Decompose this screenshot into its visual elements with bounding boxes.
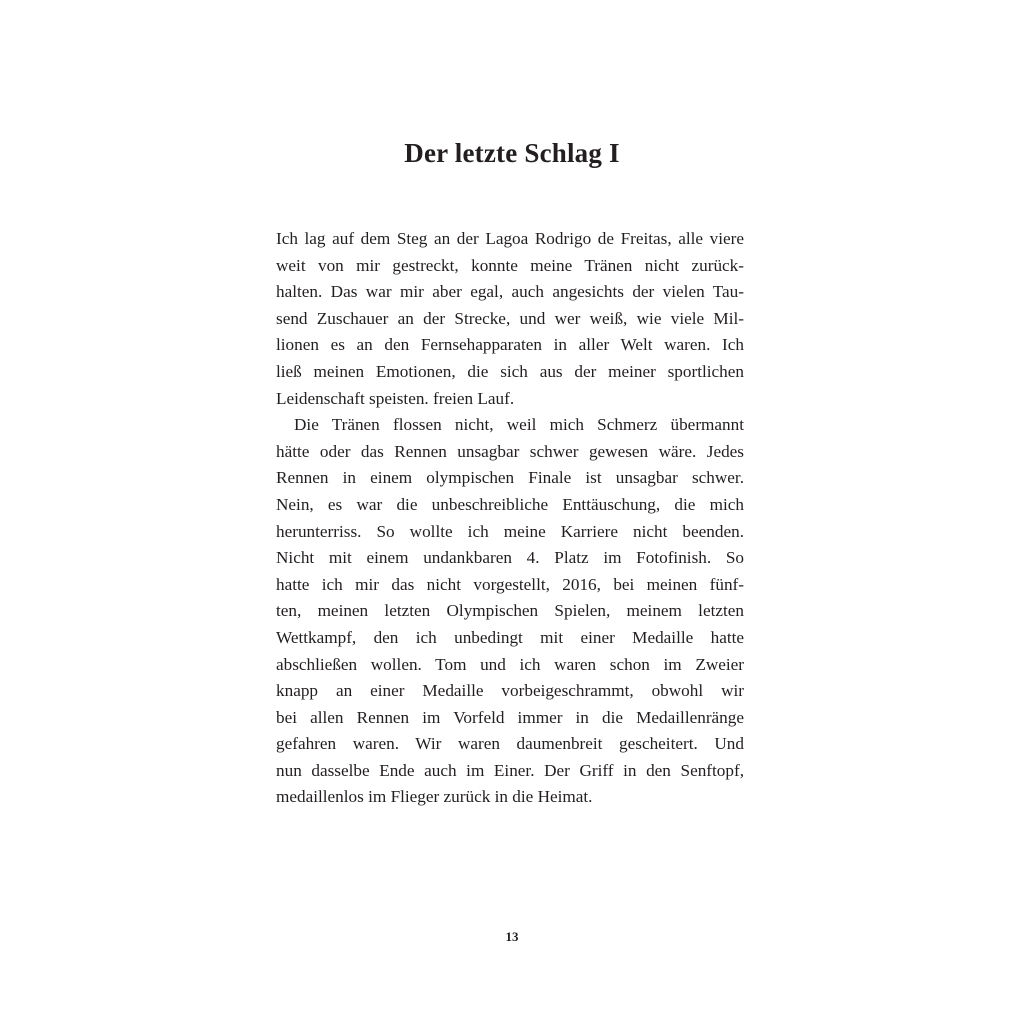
text-line: halten. Das war mir aber egal, auch angesichts der vielen Tau- <box>276 282 744 302</box>
text-line: nun dasselbe Ende auch im Einer. Der Griff in den Senftopf, <box>276 760 744 780</box>
text-line: lionen es an den Fernsehapparaten in aller Welt waren. Ich <box>276 335 744 355</box>
text-line: Ich lag auf dem Steg an der Lagoa Rodrigo de Freitas, alle viere <box>276 229 744 248</box>
text-line: ten, meinen letzten Olympischen Spielen, meinem letzten <box>276 601 744 621</box>
page-number: 13 <box>505 929 519 944</box>
text-line: medaillenlos im Flieger zurück in die Heimat. <box>276 787 593 807</box>
text-line: knapp an einer Medaille vorbeigeschrammt, obwohl wir <box>276 681 744 701</box>
text-line: ließ meinen Emotionen, die sich aus der meiner sportlichen <box>276 361 744 381</box>
text-line: Leidenschaft speisten. freien Lauf. <box>276 388 515 408</box>
body-text <box>276 226 744 811</box>
text-line: Nein, es war die unbeschreibliche Enttäuschung, die mich <box>276 494 744 514</box>
chapter-title: Der letzte Schlag I <box>404 138 620 168</box>
paragraph-1 <box>276 226 744 412</box>
text-line: send Zuschauer an der Strecke, und wer weiß, wie viele Mil- <box>276 308 744 328</box>
text-line: Die Tränen flossen nicht, weil mich Schmerz übermannt <box>294 415 744 435</box>
text-line: Rennen in einem olympischen Finale ist unsagbar schwer. <box>276 468 744 488</box>
text-line: Wettkampf, den ich unbedingt mit einer Medaille hatte <box>276 627 744 647</box>
text-line: abschließen wollen. Tom und ich waren schon im Zweier <box>276 654 744 674</box>
paragraph-2 <box>276 412 744 811</box>
text-line: gefahren waren. Wir waren daumenbreit gescheitert. Und <box>276 734 744 754</box>
text-line: hätte oder das Rennen unsagbar schwer gewesen wäre. Jedes <box>276 441 744 461</box>
text-line: Nicht mit einem undankbaren 4. Platz im Fotofinish. So <box>276 548 744 568</box>
text-line: weit von mir gestreckt, konnte meine Tränen nicht zurück- <box>276 255 744 275</box>
text-line: hatte ich mir das nicht vorgestellt, 2016, bei meinen fünf- <box>276 574 744 594</box>
text-line: herunterriss. So wollte ich meine Karriere nicht beenden. <box>276 521 744 541</box>
text-line: bei allen Rennen im Vorfeld immer in die Medaillenränge <box>276 707 744 727</box>
